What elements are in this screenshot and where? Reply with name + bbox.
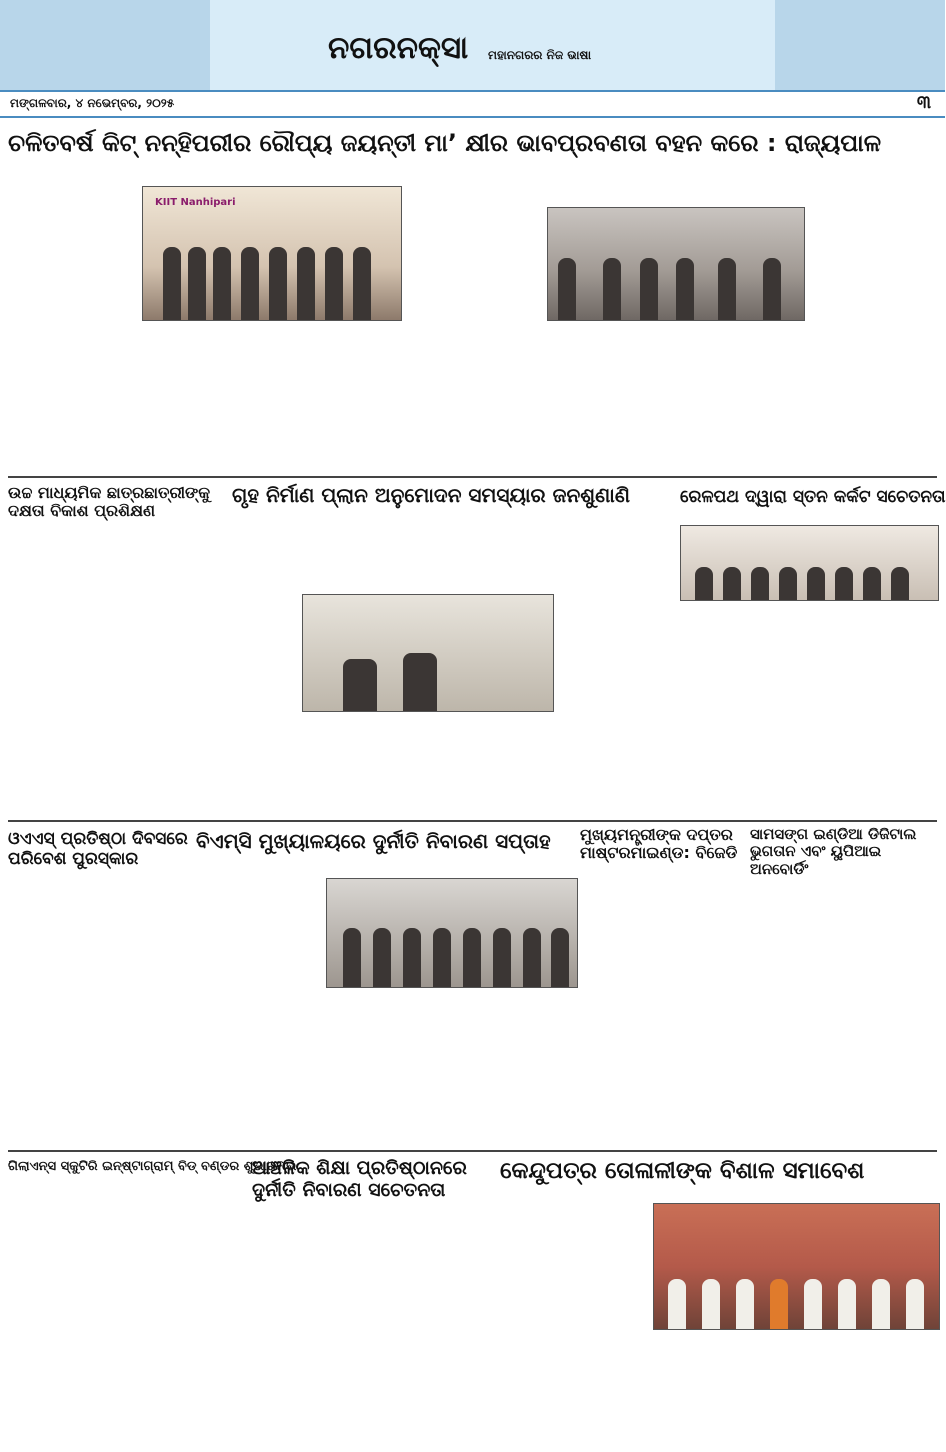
masthead-temple-illustration [775,0,945,90]
headline-rail-cancer-awareness: ରେଳପଥ ଦ୍ୱାରା ସ୍ତନ କର୍କଟ ସଚେତନତା [680,487,946,507]
photo-kendu-rally [653,1203,940,1330]
section-rule [8,1150,937,1152]
headline-bmc-vigilance: ବିଏମ୍‌ସି ମୁଖ୍ୟାଳୟରେ ଦୁର୍ନୀତି ନିବାରଣ ସପ୍ତାହ [196,829,551,853]
masthead-tagline: ମହାନଗରର ନିଜ ଭାଷା [488,48,592,62]
headline-education-vigilance: ଆଞ୍ଚଳିକ ଶିକ୍ଷା ପ୍ରତିଷ୍ଠାନରେ ଦୁର୍ନୀତି ନିବାରଣ ସଚେତନତା [252,1157,467,1201]
headline-kendu-leaf-rally: କେନ୍ଦୁପତ୍ର ତୋଳାଳୀଙ୍କ ବିଶାଳ ସମାବେଶ [500,1158,865,1184]
headline-grill-instagram: ଗିଲାଏନ୍ସ ସ୍କୁଟିରି ଇନ୍ଷ୍ଟାଗ୍ରାମ୍ ବିଡ୍ ବଣ୍ଡର ଶୁଭାରମ୍ଭ [8,1159,297,1174]
headline-ias-day: ଓଏଏସ୍ ପ୍ରତିଷ୍ଠା ଦିବସରେ ପରିବେଶ ପୁରସ୍କାର [8,829,188,869]
section-rule [8,476,937,478]
page-number: ୩ [916,92,931,113]
photo-rail-awareness [680,525,939,601]
issue-date: ମଙ୍ଗଳବାର, ୪ ନଭେମ୍ବର, ୨୦୨୫ [10,96,175,110]
headline-housing-plan: ଗୃହ ନିର୍ମାଣ ପ୍ଲାନ ଅନୁମୋଦନ ସମସ୍ୟାର ଜନଶୁଣାଣି [232,483,630,507]
section-rule [8,820,937,822]
headline-cmo-bjd: ମୁଖ୍ୟମନ୍ତ୍ରୀଙ୍କ ଦପ୍ତର ମାଷ୍ଟରମାଇଣ୍ଡ: ବିଜେଡି [580,825,738,863]
photo-kitt-nanhipari-event [142,186,402,321]
headline-lead: ଚଳିତବର୍ଷ କିଟ୍ ନନ୍ହିପରୀର ରୌପ୍ୟ ଜୟନ୍ତୀ ମା’ କ୍ଷୀର ଭାବପ୍ରବଣତା ବହନ କରେ : ରାଜ୍ୟପାଳ [8,129,882,157]
dateline [0,92,945,118]
photo-housing-hearing [302,594,554,712]
photo-banner-caption: KIIT Nanhipari [155,197,236,208]
masthead-building-illustration [0,0,210,90]
headline-skill-development: ଉଚ୍ଚ ମାଧ୍ୟମିକ ଛାତ୍ରଛାତ୍ରୀଙ୍କୁ ଦକ୍ଷତା ବିକାଶ ପ୍ରଶିକ୍ଷଣ [8,483,211,521]
masthead [0,0,945,92]
masthead-title: ନଗରନକ୍ସା [328,30,469,66]
photo-governor-award [547,207,805,321]
photo-bmc-pledge [326,878,578,988]
headline-samsung-upi: ସାମସଙ୍ଗ ଇଣ୍ଡିଆ ଡିଜିଟାଲ ଭୁଗତାନ ଏବଂ ୟୁପିଆଇ ଅନବୋର୍ଡିଂ [750,825,917,878]
